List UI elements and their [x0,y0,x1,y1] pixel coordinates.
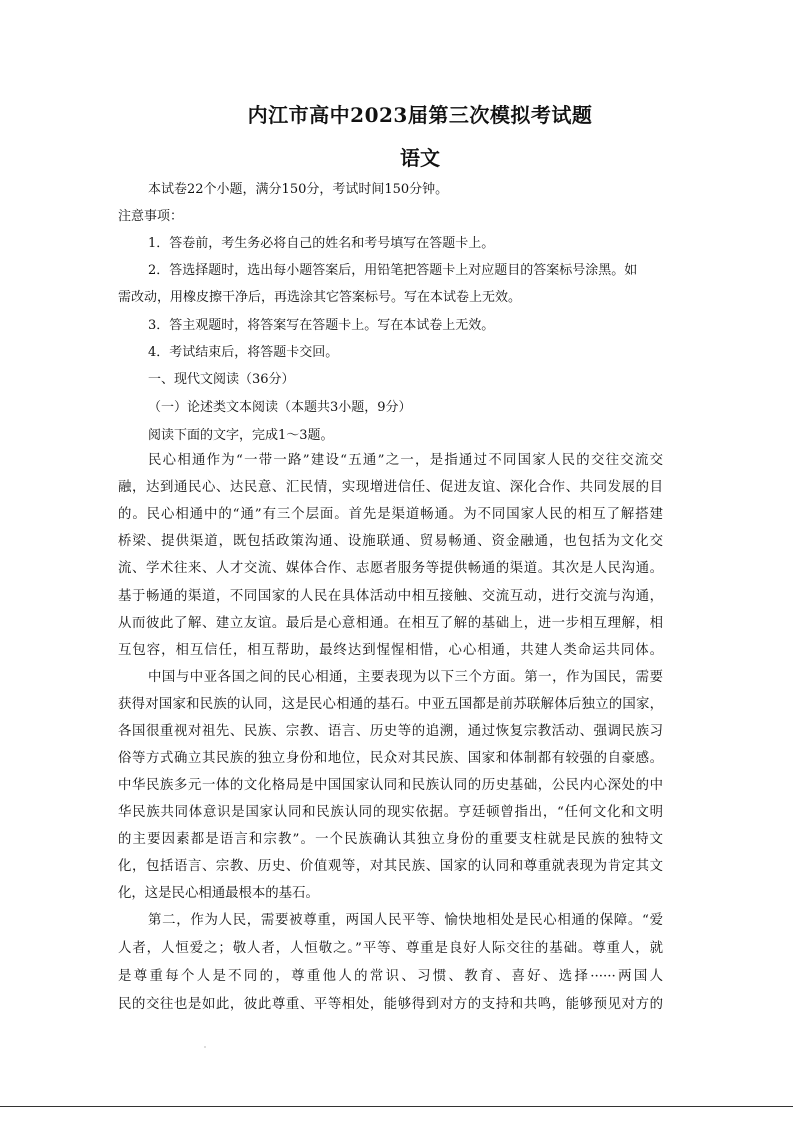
passage-line: 获得对国家和民族的认同，这是民心相通的基石。中亚五国都是前苏联解体后独立的国家， [118,697,663,712]
passage-line: 第二，作为人民，需要被尊重，两国人民平等、愉快地相处是民心相通的保障。“爱 [148,913,663,928]
scan-speck [204,1046,206,1048]
passage-line: 从而彼此了解、建立友谊。最后是心意相通。在相互了解的基础上，进一步相互理解，相 [118,616,663,631]
exam-intro: 本试卷22个小题，满分150分，考试时间150分钟。 [148,182,449,197]
passage-line: 人者，人恒爱之；敬人者，人恒敬之。”平等、尊重是良好人际交往的基础。尊重人，就 [118,941,663,956]
passage-line: 融，达到通民心、达民意、汇民情，实现增进信任、促进友谊、深化合作、共同发展的目 [118,480,663,495]
passage-line: 基于畅通的渠道，不同国家的人民在具体活动中相互接触、交流互动，进行交流与沟通， [118,589,663,604]
passage-line: 华民族共同体意识是国家认同和民族认同的现实依据。亨廷顿曾指出，“任何文化和文明 [118,805,663,820]
section-subheading: （一）论述类文本阅读（本题共3小题，9分） [148,400,412,415]
passage-line: 的主要因素都是语言和宗教”。一个民族确认其独立身份的重要支柱就是民族的独特文 [118,832,663,847]
passage-line: 是尊重每个人是不同的，尊重他人的常识、习惯、教育、喜好、选择······两国人 [118,969,663,984]
notice-heading: 注意事项： [118,209,184,224]
passage-line: 中国与中亚各国之间的民心相通，主要表现为以下三个方面。第一，作为国民，需要 [148,670,663,685]
section-heading: 一、现代文阅读（36分） [148,372,295,387]
notice-item: 2．答选择题时，选出每小题答案后，用铅笔把答题卡上对应题目的答案标号涂黑。如 [148,263,638,278]
passage-line: 互包容，相互信任，相互帮助，最终达到惺惺相惜，心心相通，共建人类命运共同体。 [118,643,663,658]
page-bottom-rule [0,1106,793,1107]
exam-title: 内江市高中2023届第三次模拟考试题 [247,103,593,127]
passage-line: 民心相通作为“一带一路”建设“五通”之一，是指通过不同国家人民的交往交流交 [148,453,663,468]
notice-item: 1．答卷前，考生务必将自己的姓名和考号填写在答题卡上。 [148,236,495,251]
passage-line: 各国很重视对祖先、民族、宗教、语言、历史等的追溯，通过恢复宗教活动、强调民族习 [118,724,663,739]
reading-instruction: 阅读下面的文字，完成1～3题。 [148,428,334,443]
passage-line: 化，包括语言、宗教、历史、价值观等，对其民族、国家的认同和尊重就表现为肯定其文 [118,859,663,874]
passage-line: 俗等方式确立其民族的独立身份和地位，民众对其民族、国家和体制都有较强的自豪感。 [118,751,663,766]
subject-title: 语文 [400,146,440,170]
passage-line: 流、学术往来、人才交流、媒体合作、志愿者服务等提供畅通的渠道。其次是人民沟通。 [118,561,663,576]
passage-line: 中华民族多元一体的文化格局是中国国家认同和民族认同的历史基础，公民内心深处的中 [118,778,663,793]
notice-item: 4．考试结束后，将答题卡交回。 [148,345,339,360]
notice-item: 需改动，用橡皮擦干净后，再选涂其它答案标号。写在本试卷上无效。 [118,290,522,305]
passage-line: 化，这是民心相通最根本的基石。 [118,886,319,901]
passage-line: 桥梁、提供渠道，既包括政策沟通、设施联通、贸易畅通、资金融通，也包括为文化交 [118,534,663,549]
passage-line: 的。民心相通中的“通”有三个层面。首先是渠道畅通。为不同国家人民的相互了解搭建 [118,507,663,522]
passage-line: 民的交往也是如此，彼此尊重、平等相处，能够得到对方的支持和共鸣，能够预见对方的 [118,997,663,1012]
notice-item: 3．答主观题时，将答案写在答题卡上。写在本试卷上无效。 [148,318,495,333]
